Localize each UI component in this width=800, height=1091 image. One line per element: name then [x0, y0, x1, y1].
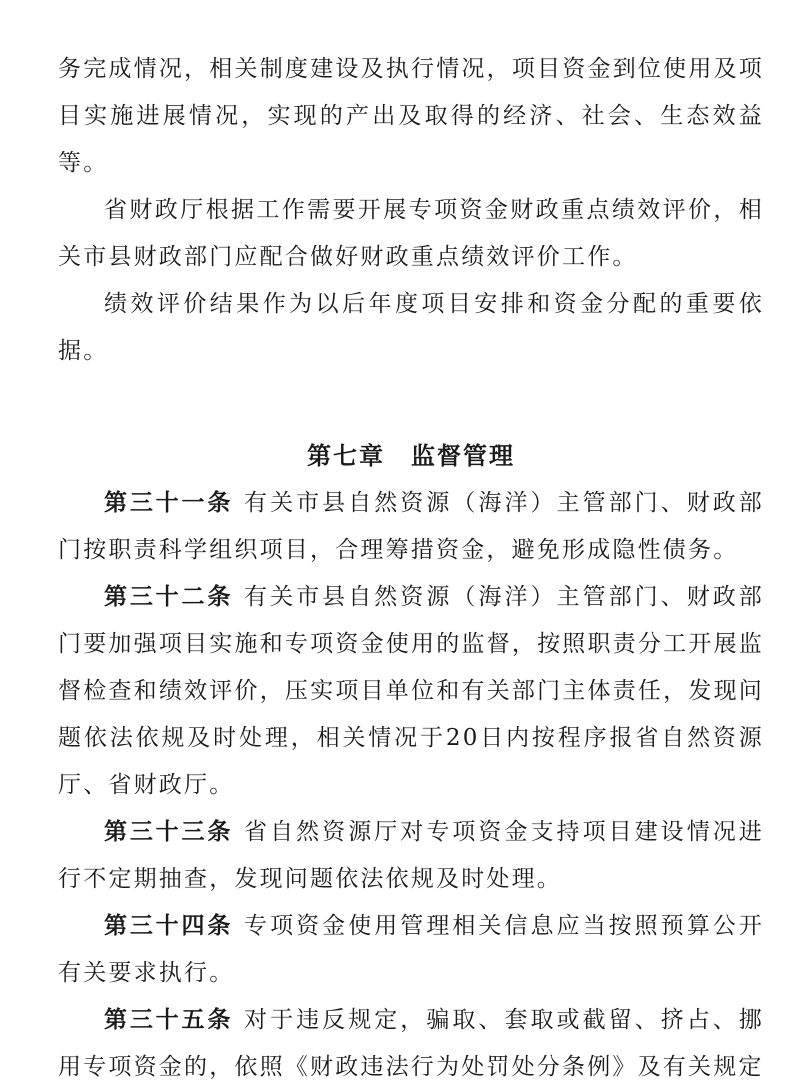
article-text: 专项资金使用管理相关信息应当按照预算公开有关要求执行。: [58, 913, 765, 986]
article-33: [58, 809, 764, 903]
paragraph-1: 务完成情况，相关制度建设及执行情况，项目资金到位使用及项目实施进展情况，实现的产出及取得的经济、社会、生态效益等。: [58, 56, 764, 176]
article-31: [58, 480, 764, 574]
article-number: 第三十五条: [104, 1007, 234, 1033]
article-number: 第三十三条: [104, 819, 234, 845]
article-text: 对于违反规定，骗取、套取或截留、挤占、挪用专项资金的，依照《财政违法行为处罚处分条例》及有关规定: [58, 1007, 765, 1080]
article-number: 第三十四条: [104, 913, 234, 939]
section-spacer: [58, 375, 764, 433]
article-34: [58, 903, 764, 997]
article-text: 省自然资源厅对专项资金支持项目建设情况进行不定期抽查，发现问题依法依规及时处理。: [58, 819, 765, 892]
chapter-title: 第七章 监督管理: [307, 442, 515, 470]
article-number: 第三十一条: [104, 490, 234, 516]
paragraph-2: 省财政厅根据工作需要开展专项资金财政重点绩效评价，相关市县财政部门应配合做好财政重点绩效评价工作。: [58, 197, 764, 270]
article-35: [58, 997, 764, 1091]
article-number: 第三十二条: [104, 584, 234, 610]
paragraph-3: 绩效评价结果作为以后年度项目安排和资金分配的重要依据。: [58, 291, 764, 364]
article-text: 有关市县自然资源（海洋）主管部门、财政部门按职责科学组织项目，合理筹措资金，避免形成隐性债务。: [58, 490, 765, 563]
article-32: [58, 574, 764, 809]
article-text: 有关市县自然资源（海洋）主管部门、财政部门要加强项目实施和专项资金使用的监督，按照职责分工开展监督检查和绩效评价，压实项目单位和有关部门主体责任，发现问题依法依规及时处理，相关情况于20日内按程序报省自然资源厅、省财政厅。: [58, 584, 765, 798]
